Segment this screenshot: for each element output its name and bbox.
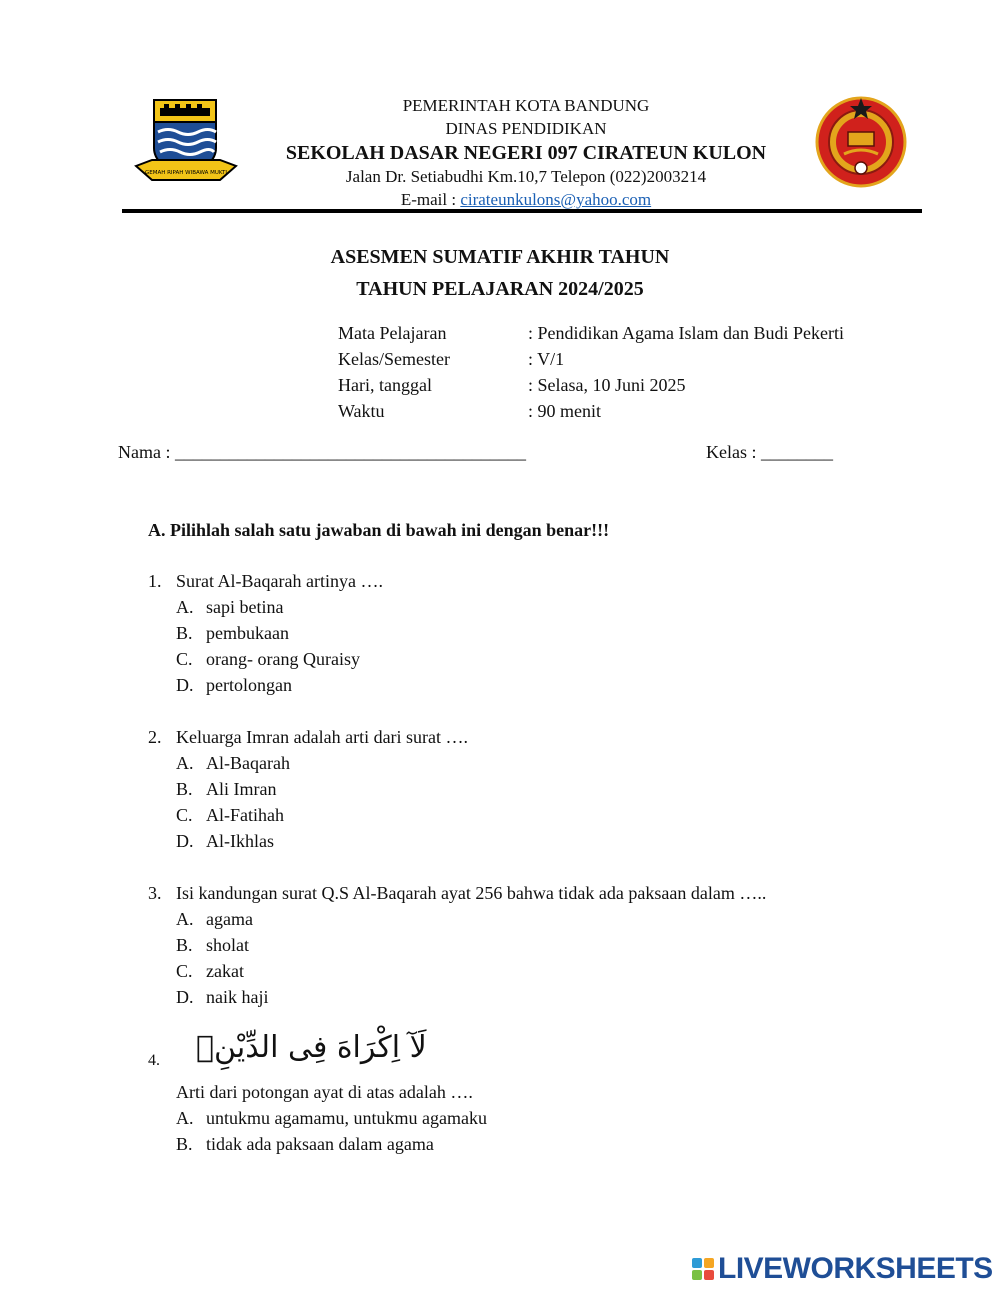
option-letter: B. — [176, 623, 193, 643]
arabic-verse: لَآ اِكْرَاهَ فِى الدِّيْنِۗ — [196, 1030, 427, 1065]
question-number: 3. — [148, 883, 162, 903]
option-text: sholat — [206, 935, 249, 955]
info-value: : Pendidikan Agama Islam dan Budi Pekerti — [528, 323, 844, 343]
student-name-field[interactable]: Nama : _______________________________________ — [118, 442, 526, 462]
option-text: sapi betina — [206, 597, 284, 617]
email-label: E-mail : — [400, 190, 461, 209]
option-text: pertolongan — [206, 675, 292, 695]
option-letter: C. — [176, 805, 193, 825]
info-label: Waktu — [338, 401, 385, 421]
option-text: zakat — [206, 961, 244, 981]
info-row-time — [338, 401, 601, 422]
option-letter: A. — [176, 1108, 194, 1128]
option-3c[interactable] — [176, 961, 244, 982]
question-4-text: Arti dari potongan ayat di atas adalah …. — [176, 1082, 473, 1102]
question-text: Surat Al-Baqarah artinya …. — [176, 571, 383, 591]
school-name: SEKOLAH DASAR NEGERI 097 CIRATEUN KULON — [285, 142, 767, 164]
option-letter: A. — [176, 909, 194, 929]
option-2d[interactable] — [176, 831, 274, 852]
question-number: 1. — [148, 571, 162, 591]
emblem-motto: GEMAH RIPAH WIBAWA MUKTI — [144, 170, 228, 176]
info-label: Hari, tanggal — [338, 375, 432, 395]
option-letter: D. — [176, 987, 194, 1007]
question-text: Isi kandungan surat Q.S Al-Baqarah ayat 256 bahwa tidak ada paksaan dalam ….. — [176, 883, 767, 903]
school-email-line — [270, 190, 782, 210]
section-a-instruction: A. Pilihlah salah satu jawaban di bawah ini dengan benar!!! — [148, 520, 610, 540]
school-district-emblem-logo — [810, 94, 912, 188]
question-2 — [148, 727, 468, 748]
info-value: : 90 menit — [528, 401, 601, 421]
option-text: tidak ada paksaan dalam agama — [206, 1134, 434, 1154]
info-value: : V/1 — [528, 349, 565, 369]
option-1d[interactable] — [176, 675, 292, 696]
option-3a[interactable] — [176, 909, 253, 930]
question-text: Keluarga Imran adalah arti dari surat …. — [176, 727, 469, 747]
bandung-emblem-logo — [132, 96, 240, 184]
option-letter: A. — [176, 753, 194, 773]
department-name: DINAS PENDIDIKAN — [445, 119, 607, 138]
option-letter: B. — [176, 935, 193, 955]
student-class-field[interactable]: Kelas : ________ — [706, 442, 833, 462]
school-address: Jalan Dr. Setiabudhi Km.10,7 Telepon (022)2003214 — [345, 167, 707, 186]
option-3b[interactable] — [176, 935, 249, 956]
info-label: Mata Pelajaran — [338, 323, 447, 343]
option-4a[interactable] — [176, 1108, 487, 1129]
option-1c[interactable] — [176, 649, 360, 670]
info-label: Kelas/Semester — [338, 349, 450, 369]
option-text: Al-Baqarah — [206, 753, 290, 773]
option-text: Al-Fatihah — [206, 805, 284, 825]
option-text: pembukaan — [206, 623, 289, 643]
school-year: TAHUN PELAJARAN 2024/2025 — [356, 278, 644, 300]
question-number: 2. — [148, 727, 162, 747]
liveworksheets-watermark[interactable]: LIVEWORKSHEETS — [718, 1252, 993, 1285]
option-1a[interactable] — [176, 597, 283, 618]
question-3 — [148, 883, 766, 904]
option-2a[interactable] — [176, 753, 290, 774]
info-value: : Selasa, 10 Juni 2025 — [528, 375, 686, 395]
option-letter: B. — [176, 779, 193, 799]
option-3d[interactable] — [176, 987, 268, 1008]
option-letter: B. — [176, 1134, 193, 1154]
option-1b[interactable] — [176, 623, 289, 644]
exam-title: ASESMEN SUMATIF AKHIR TAHUN — [330, 246, 670, 268]
option-2b[interactable] — [176, 779, 276, 800]
option-letter: D. — [176, 675, 194, 695]
letterhead-divider — [122, 209, 922, 213]
option-text: agama — [206, 909, 253, 929]
email-link[interactable]: cirateunkulons@yahoo.com — [460, 190, 652, 209]
info-row-date — [338, 375, 686, 396]
option-letter: D. — [176, 831, 194, 851]
option-text: naik haji — [206, 987, 269, 1007]
option-text: orang- orang Quraisy — [206, 649, 360, 669]
option-2c[interactable] — [176, 805, 284, 826]
question-number-4: 4. — [148, 1052, 160, 1069]
option-text: Al-Ikhlas — [206, 831, 274, 851]
info-row-subject — [338, 323, 844, 344]
option-text: Ali Imran — [206, 779, 277, 799]
option-4b[interactable] — [176, 1134, 434, 1155]
option-letter: C. — [176, 649, 193, 669]
government-name: PEMERINTAH KOTA BANDUNG — [402, 96, 650, 115]
question-1 — [148, 571, 383, 592]
option-text: untukmu agamamu, untukmu agamaku — [206, 1108, 487, 1128]
liveworksheets-logo-icon — [692, 1258, 714, 1280]
option-letter: A. — [176, 597, 194, 617]
option-letter: C. — [176, 961, 193, 981]
info-row-class — [338, 349, 564, 370]
